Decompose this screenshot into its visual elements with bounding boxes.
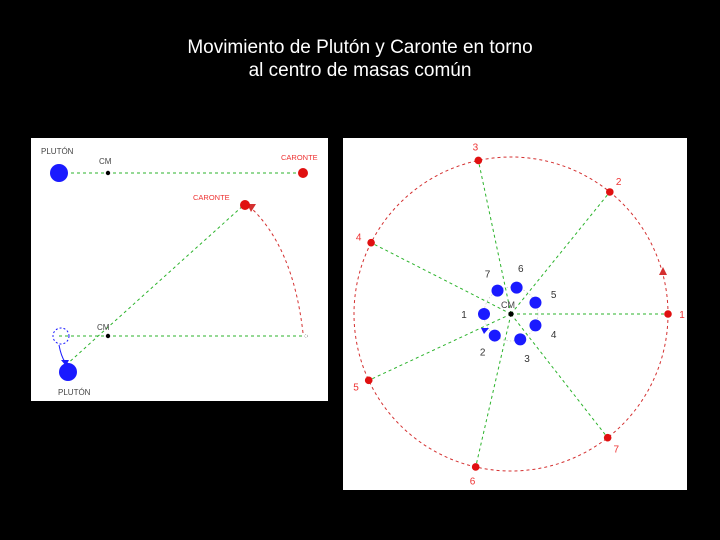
pluto-bottom: [59, 363, 77, 381]
pluto-position-7: [492, 285, 504, 297]
pluto-top: [50, 164, 68, 182]
label-cm-top: CM: [99, 157, 112, 166]
charon-position-label: 2: [615, 177, 622, 189]
charon-position-label: 1: [679, 310, 685, 321]
charon-position-7: [604, 434, 612, 442]
cm-bottom: [106, 334, 110, 338]
label-pluton-bottom: PLUTÓN: [58, 388, 91, 397]
charon-position-label: 5: [353, 382, 359, 394]
cm-center: [508, 311, 513, 316]
pluto-move-arrow: [59, 345, 65, 362]
slide-title-line-1: Movimiento de Plutón y Caronte en torno: [187, 37, 533, 58]
pluto-position-label: 1: [461, 310, 467, 321]
charon-position-4: [367, 239, 375, 247]
label-caronte-top: CARONTE: [281, 153, 318, 162]
cm-label: CM: [501, 300, 515, 310]
pluto-position-label: 4: [550, 329, 557, 341]
charon-position-6: [472, 463, 480, 471]
label-cm-bottom: CM: [97, 323, 110, 332]
orbit-diagram: [343, 138, 687, 490]
charon-position-1: [664, 310, 672, 318]
diagonal-guide-line: [66, 204, 245, 365]
orbit-arrow-icon: [659, 267, 667, 275]
left-diagram: [31, 138, 328, 401]
pluto-position-3: [514, 333, 526, 345]
left-diagram-panel: [31, 138, 328, 401]
cm-top: [106, 171, 110, 175]
charon-position-5: [365, 377, 373, 385]
pluto-position-4: [529, 319, 541, 331]
label-pluton-top: PLUTÓN: [41, 147, 74, 156]
charon-position-label: 7: [613, 444, 620, 456]
charon-guide-line: [369, 314, 511, 380]
pluto-position-6: [511, 282, 523, 294]
charon-position-2: [606, 188, 614, 196]
pluto-arrow-icon: [481, 328, 489, 334]
pluto-position-label: 6: [517, 264, 524, 276]
pluto-position-label: 7: [484, 269, 491, 281]
charon-positions: [353, 143, 685, 488]
pluto-position-label: 5: [550, 290, 557, 302]
charon-guide-line: [511, 314, 608, 438]
charon-ghost: [305, 335, 308, 338]
charon-top: [298, 168, 308, 178]
charon-position-label: 3: [472, 142, 479, 154]
pluto-position-label: 3: [524, 354, 530, 366]
charon-guide-line: [511, 192, 610, 314]
label-caronte-mid: CARONTE: [193, 193, 230, 202]
pluto-position-5: [529, 297, 541, 309]
pluto-position-1: [478, 308, 490, 320]
pluto-position-2: [489, 330, 501, 342]
charon-mid: [240, 200, 250, 210]
right-diagram-panel: [343, 138, 687, 490]
charon-position-label: 6: [469, 476, 476, 488]
charon-arc: [249, 206, 303, 333]
slide-title: [0, 36, 720, 82]
pluto-position-label: 2: [479, 347, 486, 359]
slide-title-line-2: al centro de masas común: [248, 60, 472, 81]
charon-position-label: 4: [355, 232, 362, 244]
charon-position-3: [475, 157, 483, 165]
guide-lines: [369, 160, 668, 467]
